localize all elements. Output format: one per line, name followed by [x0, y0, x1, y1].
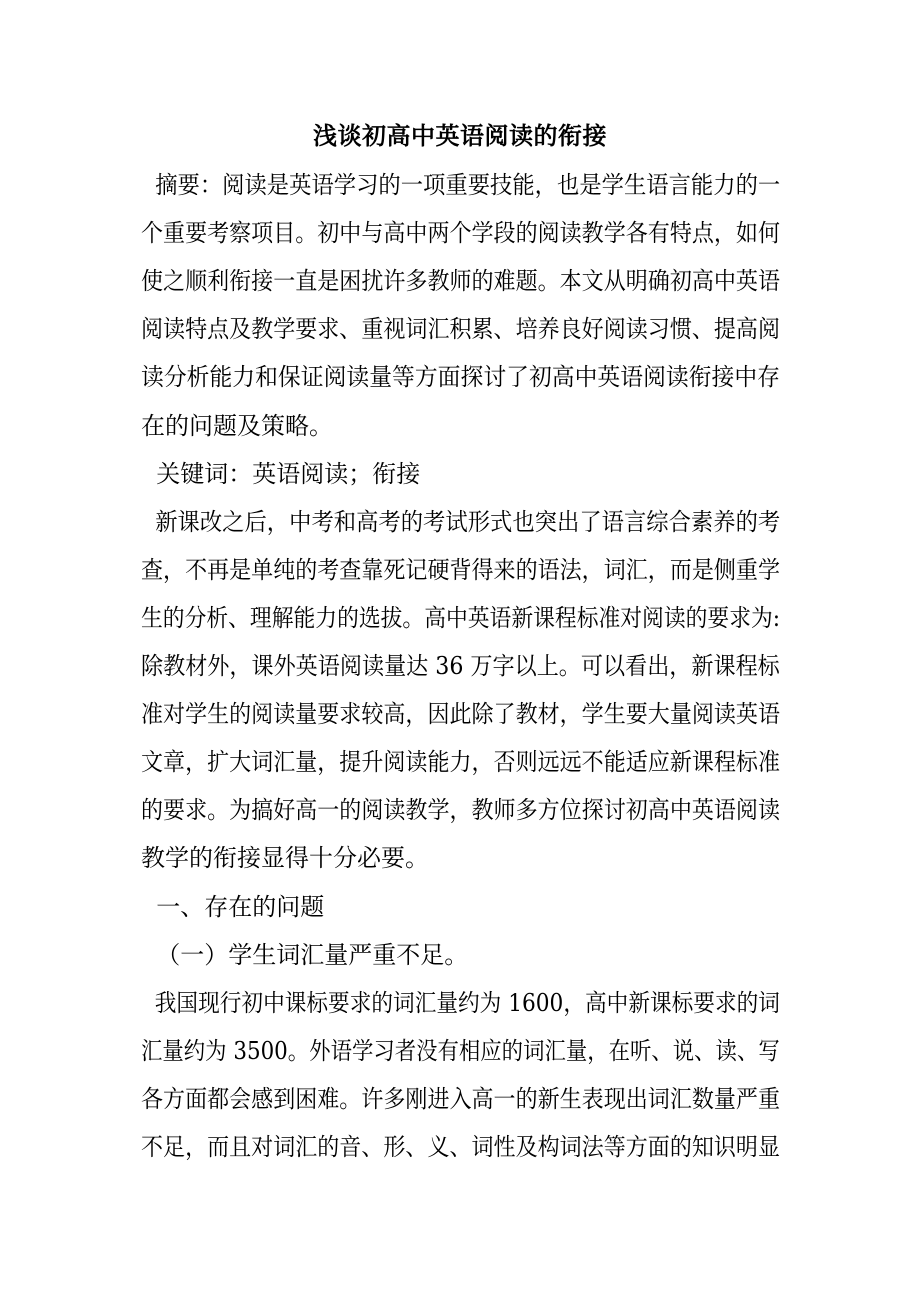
- body-line: 阅读特点及教学要求、重视词汇积累、培养良好阅读习惯、提高阅: [141, 315, 780, 344]
- body-line: 文章，扩大词汇量，提升阅读能力，否则远远不能适应新课程标准: [141, 748, 780, 777]
- body-line: 摘要：阅读是英语学习的一项重要技能，也是学生语言能力的一: [141, 171, 781, 199]
- body-line: 教学的衔接显得十分必要。: [141, 844, 429, 873]
- body-line: 查，不再是单纯的考查靠死记硬背得来的语法，词汇，而是侧重学: [141, 555, 780, 584]
- body-line: 生的分析、理解能力的选拔。高中英语新课程标准对阅读的要求为:: [141, 603, 781, 632]
- body-line: 在的问题及策略。: [141, 411, 333, 440]
- document-title: 浅谈初高中英语阅读的衔接: [313, 121, 607, 150]
- body-line: 关键词：英语阅读；衔接: [141, 459, 421, 488]
- body-line: 各方面都会感到困难。许多刚进入高一的新生表现出词汇数量严重: [141, 1084, 780, 1113]
- body-line: 使之顺利衔接一直是困扰许多教师的难题。本文从明确初高中英语: [141, 267, 780, 296]
- body-line: 不足，而且对词汇的音、形、义、词性及构词法等方面的知识明显: [141, 1133, 780, 1161]
- body-line: 新课改之后，中考和高考的考试形式也突出了语言综合素养的考: [141, 507, 781, 536]
- body-line: 读分析能力和保证阅读量等方面探讨了初高中英语阅读衔接中存: [141, 363, 781, 392]
- body-line: 个重要考察项目。初中与高中两个学段的阅读教学各有特点，如何: [141, 219, 780, 248]
- body-line: 除教材外，课外英语阅读量达 36 万字以上。可以看出，新课程标: [141, 652, 780, 680]
- body-line: 准对学生的阅读量要求较高，因此除了教材，学生要大量阅读英语: [141, 700, 780, 729]
- body-line: 汇量约为 3500。外语学习者没有相应的词汇量，在听、说、读、写: [141, 1036, 780, 1065]
- body-line: （一）学生词汇量严重不足。: [141, 940, 469, 969]
- body-line: 一、存在的问题: [141, 892, 325, 921]
- body-line: 我国现行初中课标要求的词汇量约为 1600，高中新课标要求的词: [141, 988, 780, 1017]
- body-line: 的要求。为搞好高一的阅读教学，教师多方位探讨初高中英语阅读: [141, 796, 780, 825]
